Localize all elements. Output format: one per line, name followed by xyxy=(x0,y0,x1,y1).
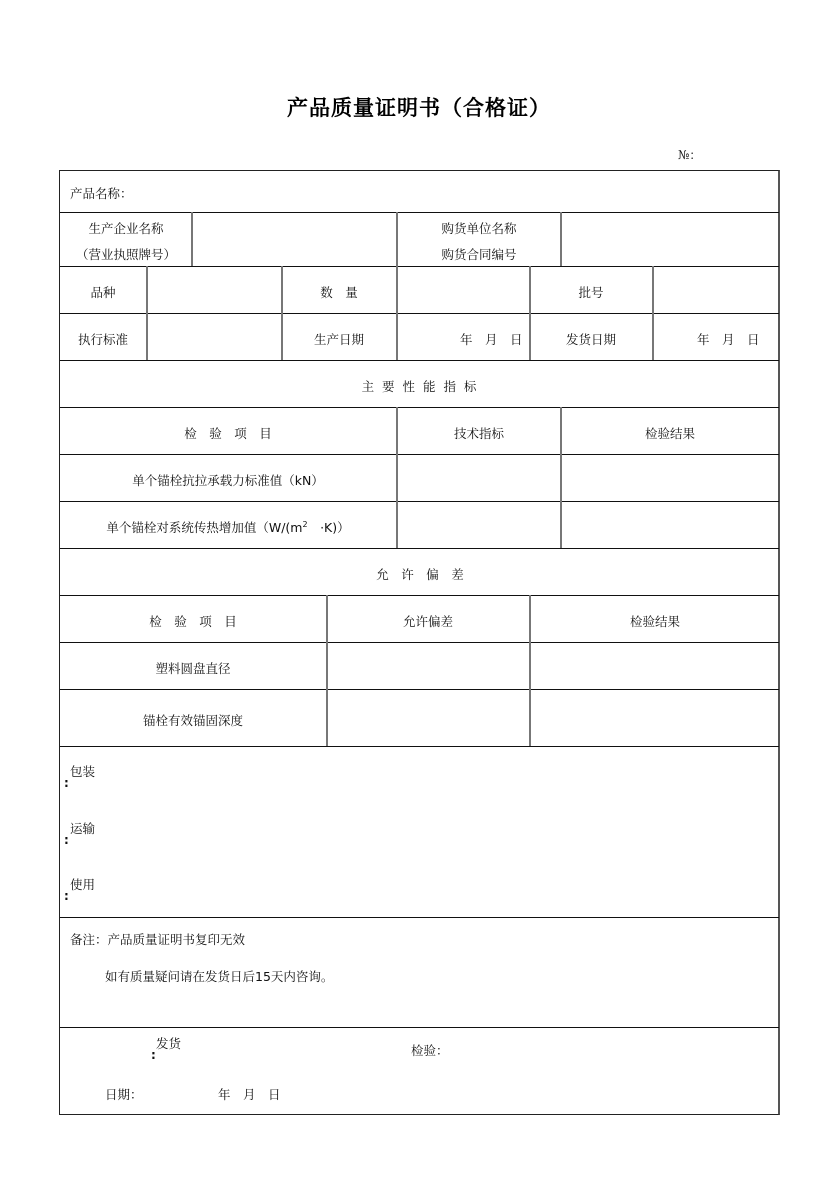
row-divider xyxy=(60,746,779,747)
row-divider xyxy=(60,313,779,314)
production-date-value[interactable]: 年 月 日 xyxy=(460,332,523,347)
performance-col-result: 检验结果 xyxy=(644,426,696,441)
transport-value[interactable] xyxy=(110,816,760,838)
col-divider xyxy=(396,266,398,360)
document-title: 产品质量证明书（合格证） xyxy=(287,95,551,120)
row-divider xyxy=(60,548,779,549)
performance-row-result[interactable] xyxy=(568,508,768,542)
col-divider xyxy=(560,407,562,548)
performance-section-title: 主 要 性 能 指 标 xyxy=(361,379,479,394)
performance-col-item: 检 验 项 目 xyxy=(184,426,272,441)
batch-value[interactable] xyxy=(660,273,770,307)
shipper-label: 发货 xyxy=(156,1036,182,1051)
row-divider xyxy=(60,407,779,408)
standard-label: 执行标准 xyxy=(77,332,129,347)
transport-label: 运输 xyxy=(70,821,96,836)
ship-date-label: 发货日期 xyxy=(565,332,617,347)
row-divider xyxy=(60,595,779,596)
col-divider xyxy=(396,212,398,266)
tolerance-row-value[interactable] xyxy=(334,649,524,683)
col-divider xyxy=(281,266,283,360)
usage-label: 使用 xyxy=(70,877,96,892)
inspector-signature-field[interactable] xyxy=(455,1037,755,1059)
row-divider xyxy=(60,642,779,643)
tolerance-section-title: 允 许 偏 差 xyxy=(376,567,464,582)
row-divider xyxy=(60,501,779,502)
variety-value[interactable] xyxy=(154,273,274,307)
buyer-label-line1: 购货单位名称 xyxy=(441,221,517,236)
remarks-line2: 如有质量疑问请在发货日后15天内咨询。 xyxy=(105,969,334,984)
tolerance-col-result: 检验结果 xyxy=(629,614,681,629)
performance-row-item: 单个锚栓抗拉承载力标准值（kN） xyxy=(132,473,324,488)
performance-row-item xyxy=(106,518,349,536)
usage-colon: : xyxy=(64,889,69,903)
batch-label: 批号 xyxy=(578,285,604,300)
row-divider xyxy=(60,454,779,455)
row-divider xyxy=(60,266,779,267)
ship-date-value[interactable]: 年 月 日 xyxy=(697,332,760,347)
packaging-label: 包装 xyxy=(70,764,96,779)
quantity-label: 数 量 xyxy=(320,285,358,300)
col-divider xyxy=(529,595,531,746)
performance-col-spec: 技术指标 xyxy=(453,426,505,441)
certificate-form xyxy=(59,170,780,1115)
remarks-line1: 备注：产品质量证明书复印无效 xyxy=(70,932,246,947)
performance-row-spec[interactable] xyxy=(404,508,554,542)
shipper-colon: : xyxy=(151,1048,156,1062)
standard-value[interactable] xyxy=(154,320,274,354)
usage-value[interactable] xyxy=(110,872,760,894)
packaging-colon: : xyxy=(64,776,69,790)
col-divider xyxy=(326,595,328,746)
row-divider xyxy=(60,360,779,361)
tolerance-row-item: 塑料圆盘直径 xyxy=(155,661,231,676)
performance-row-item-suffix: ·K)） xyxy=(307,520,350,535)
performance-row-item-sup: 2 xyxy=(302,519,308,529)
production-date-label: 生产日期 xyxy=(313,332,365,347)
performance-row-result[interactable] xyxy=(568,461,768,495)
shipper-signature-field[interactable] xyxy=(190,1033,390,1055)
row-divider xyxy=(60,917,779,918)
col-divider xyxy=(652,266,654,360)
col-divider xyxy=(396,407,398,548)
inspector-label: 检验： xyxy=(411,1043,449,1058)
tolerance-col-tolerance: 允许偏差 xyxy=(402,614,454,629)
signoff-date-value[interactable]: 年 月 日 xyxy=(218,1087,281,1102)
buyer-label-line2: 购货合同编号 xyxy=(441,247,517,262)
col-divider xyxy=(529,266,531,360)
tolerance-row-result[interactable] xyxy=(537,649,767,683)
variety-label: 品种 xyxy=(90,285,116,300)
col-divider xyxy=(146,266,148,360)
signoff-date-label: 日期： xyxy=(105,1087,143,1102)
tolerance-row-result[interactable] xyxy=(537,696,767,740)
performance-row-spec[interactable] xyxy=(404,461,554,495)
performance-row-item-prefix: 单个锚栓对系统传热增加值（W/(m xyxy=(106,520,303,535)
row-divider xyxy=(60,212,779,213)
buyer-value[interactable] xyxy=(568,219,768,259)
col-divider xyxy=(191,212,193,266)
product-name-label: 产品名称： xyxy=(70,186,133,201)
quantity-value[interactable] xyxy=(404,273,524,307)
manufacturer-value[interactable] xyxy=(200,219,390,259)
col-divider xyxy=(560,212,562,266)
tolerance-row-item: 锚栓有效锚固深度 xyxy=(142,713,244,728)
manufacturer-label-line2: （营业执照牌号） xyxy=(75,247,177,262)
row-divider xyxy=(60,1027,779,1028)
row-divider xyxy=(60,689,779,690)
tolerance-row-value[interactable] xyxy=(334,696,524,740)
transport-colon: : xyxy=(64,833,69,847)
document-number-label: №： xyxy=(678,148,702,162)
packaging-value[interactable] xyxy=(110,759,760,781)
manufacturer-label-line1: 生产企业名称 xyxy=(88,221,164,236)
tolerance-col-item: 检 验 项 目 xyxy=(149,614,237,629)
